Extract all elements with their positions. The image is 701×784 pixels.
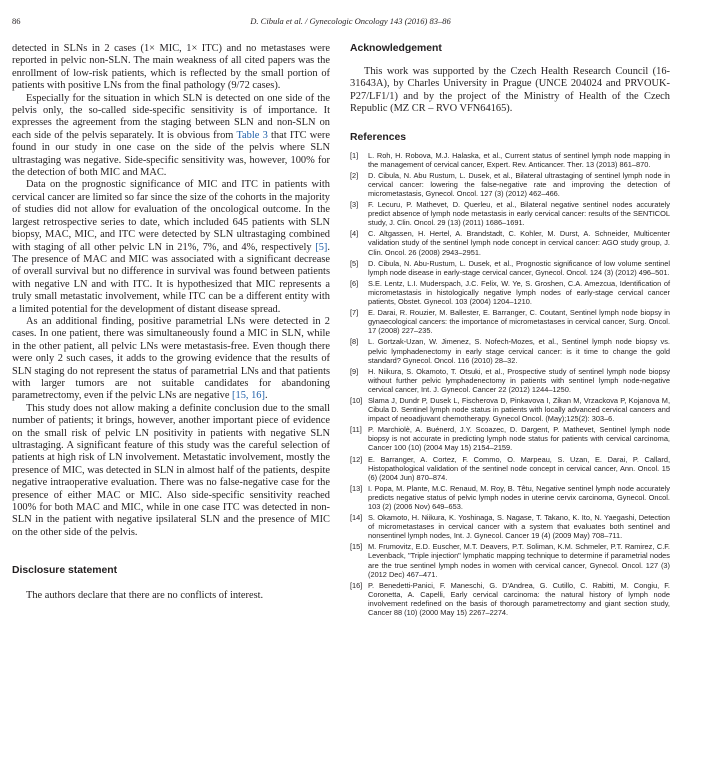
reference-item [350,200,670,227]
reference-number: [2] [350,170,359,180]
reference-item [350,308,670,335]
acknowledgement-text: This work was supported by the Czech Health Research Council (16-31643A), by Charles University in Prague (UNCE 204024 and PRVOUK-P27/LF1/1) and by the project of the Ministry of Health of the Czech Republic (MZ CR – RVO VFN64165). [350,66,670,115]
disclosure-heading: Disclosure statement [12,565,118,577]
reference-item [350,279,670,306]
reference-item [350,484,670,511]
page-number: 86 [12,16,21,26]
journal-running-head: D. Cibula et al. / Gynecologic Oncology 143 (2016) 83–86 [250,16,451,26]
citation-link-15-16[interactable]: [15, 16] [232,390,265,402]
reference-number: [9] [350,366,359,376]
reference-text: M. Frumovitz, E.D. Euscher, M.T. Deavers, P.T. Soliman, K.M. Schmeler, P.T. Ramirez, C.F. Levenback, "Triple injection" lymphatic mapping technique to determine if parametrial nodes are the true sentinel lymph nodes in women with cervical cancer, Gynecol. Oncol. 127 (3) (2012 Dec) 467–471. [368,542,670,579]
reference-text: D. Cibula, N. Abu-Rustum, L. Dusek, et al., Prognostic significance of low volume sentinel lymph node disease in early-stage cervical cancer, Gynecol. Oncol. 124 (3) (2012) 496–501. [368,258,670,277]
reference-number: [12] [350,454,363,464]
reference-item [350,513,670,540]
reference-number: [7] [350,308,359,318]
reference-text: Slama J, Dundr P, Dusek L, Fischerova D, Pinkavova I, Zikan M, Vrzackova P, Kojanova M, Cibula D. Sentinel lymph node status in patients with locally advanced cervical cancers and impact of neoadjuvant chemotherapy. Gynecol Oncol. (May);125(2): 303–6. [368,395,670,424]
reference-number: [1] [350,150,359,160]
reference-text: F. Lecuru, P. Mathevet, D. Querleu, et al., Bilateral negative sentinel nodes accurately predict absence of lymph node metastasis in early cervical cancer: results of the SENTICOL study, J. Clin. Oncol. 29 (13) (2011) 1686–1691. [368,200,670,228]
reference-item [350,171,670,198]
reference-number: [3] [350,200,359,210]
reference-text: E. Barranger, A. Cortez, F. Commo, O. Marpeau, S. Uzan, E. Darai, P. Callard, Histopathological validation of the sentinel node concept in cervical cancer, Ann. Oncol. 15 (6) (2004 Jun) 870–874. [368,454,670,482]
citation-link-5[interactable]: [5] [315,241,328,253]
acknowledgement-heading: Acknowledgement [350,43,442,54]
reference-text: E. Darai, R. Rouzier, M. Ballester, E. Barranger, C. Coutant, Sentinel lymph node biopsy in gynaecological cancers: the importance of micrometastases in cervical cancer, Surg. Oncol. 17 (2008) 227–235. [368,308,670,336]
reference-text: L. Roh, H. Robova, M.J. Halaska, et al., Current status of sentinel lymph node mapping in the management of cervical cancer, Expert. Rev. Anticancer. Ther. 13 (2013) 861–870. [368,150,670,169]
reference-item [350,455,670,482]
disclosure-text: The authors declare that there are no conflicts of interest. [26,590,264,602]
references-list [350,151,670,618]
reference-number: [15] [350,542,363,552]
reference-number: [13] [350,483,363,493]
references-heading: References [350,131,407,143]
reference-item [350,367,670,394]
reference-item [350,229,670,256]
reference-text: H. Niikura, S. Okamoto, T. Otsuki, et al., Prospective study of sentinel lymph node biopsy without further pelvic lymphadenectomy in patients with sentinel lymph node-negative cervical cancer, Int. J. Gynecol. Cancer 22 (2012) 1244–1250. [368,366,670,394]
reference-item [350,337,670,364]
reference-item [350,151,670,169]
body-paragraph-3: Data on the prognostic significance of MIC and ITC in patients with cervical cancer are limited so far since the size of the cohorts in the majority of studies did not allow for evaluation of the oncological outcome. In the largest retrospective series to date, which included 645 patients with SLN biopsy, MAC, MIC, and ITC were detected by SLN ultrastaging combined with staging of all other pelvic LN in 21%, 7%, and 4%, respectively [5]. The presence of MAC and MIC was associated with a significant decrease of overall survival but no difference in survival was found between patients with negative LN and with ITC. It is hypothesized that MIC represents a truly small metastatic involvement, while ITC can be a different entity with a limited potential for the development of distant disease spread. [12,179,330,315]
reference-number: [6] [350,278,359,288]
left-column [12,43,330,603]
table-3-link[interactable]: Table 3 [236,129,268,141]
reference-item [350,396,670,423]
reference-text: I. Popa, M. Plante, M.C. Renaud, M. Roy, B. Têtu, Negative sentinel lymph node accurately predicts negative status of pelvic lymph nodes in uterine cervix carcinoma, Gynecol. Oncol. 103 (2) (2006 Nov) 649–653. [368,483,670,511]
body-paragraph-2: Especially for the situation in which SLN is detected on one side of the pelvis only, the so-called side-specific sensitivity is of importance. It expresses the agreement from the staging between SLN and non-SLN on each side of the pelvis separately. It is obvious from Table 3 that ITC were found in our study in one case on the side of the pelvis where SLN ultrastaging was negative. Side-specific sensitivity was, however, 100% for the detection of both MIC and MAC. [12,92,330,179]
reference-number: [5] [350,258,359,268]
reference-number: [4] [350,229,359,239]
reference-item [350,259,670,277]
reference-number: [10] [350,395,363,405]
reference-number: [14] [350,513,363,523]
reference-text: C. Altgassen, H. Hertel, A. Brandstadt, C. Kohler, M. Durst, A. Schneider, Multicenter validation study of the sentinel lymph node concept in cervical cancer: AGO study group, J. Clin. Oncol. 26 (2008) 2943–2951. [368,229,670,257]
reference-number: [8] [350,337,359,347]
reference-item [350,425,670,452]
right-column [350,43,670,619]
body-paragraph-5: This study does not allow making a definite conclusion due to the small number of patients; it brings, however, another important piece of evidence on the small risk of pelvic LN positivity in patients with negative SLN ultrastaging. A significant feature of this study was the careful selection of patients at high risk of LN involvement. Metastatic involvement, mostly the presence of MIC, was detected in SLN in almost half of the patients, despite negative intraoperative evaluation. There was no false-negative case for the presence of either MAC or MIC. Also side-specific sensitivity reached 100% for both MAC and MIC, while in one case ITC was detected in non-SLN in the patient with negative ipsilateral SLN and the presence of MIC on the other side of the pelvis. [12,402,330,538]
reference-number: [16] [350,580,363,590]
reference-number: [11] [350,425,362,435]
reference-text: S. Okamoto, H. Niikura, K. Yoshinaga, S. Nagase, T. Takano, K. Ito, N. Yaegashi, Detection of micrometastases in cervical cancer with a system that evaluates both sentinel and nonsentinel lymph nodes, Int. J. Gynecol. Cancer 19 (4) (2009 May) 708–711. [368,513,670,541]
page-header [12,16,689,30]
reference-text: L. Gortzak-Uzan, W. Jimenez, S. Nofech-Mozes, et al., Sentinel lymph node biopsy vs. pelvic lymphadenectomy in early stage cervical cancer: is it time to change the gold standard? Gynecol. Oncol. 116 (2010) 28–32. [368,337,670,365]
reference-text: S.E. Lentz, L.I. Muderspach, J.C. Felix, W. Ye, S. Groshen, C.A. Amezcua, Identification of micrometastasis in histologically negative lymph nodes of early-stage cervical cancer patients, Obstet. Gynecol. 103 (2004) 1204–1210. [368,278,670,307]
reference-item [350,581,670,617]
body-paragraph-4: As an additional finding, positive parametrial LNs were detected in 2 cases. In one patient, there was simultaneously found a MIC in SLN, while in the other patient, all pelvic LNs were metastasis-free. Even though there were only 2 such cases, it adds to the growing evidence that the results of SLN staging do not represent the status of parametrial LNs and that patients with larger tumors are not suitable candidates for abandoning parametrectomy, even if the pelvic LNs are negative [15, 16]. [12,315,330,402]
body-paragraph-1: detected in SLNs in 2 cases (1× MIC, 1× ITC) and no metastases were reported in pelvic non-SLN. The main weakness of all cited papers was the enrollment of low-risk patients, which is reflected by the small portion of patients with positive LNs from the final pathology (9/72 cases). [12,43,330,92]
reference-text: P. Marchiolè, A. Buénerd, J.Y. Scoazec, D. Dargent, P. Mathevet, Sentinel lymph node biopsy is not accurate in predicting lymph node status for patients with cervical carcinoma, Cancer 100 (10) (2004 May 15) 2154–2159. [368,425,670,453]
reference-text: P. Benedetti-Panici, F. Maneschi, G. D'Andrea, G. Cutillo, C. Rabitti, M. Congiu, F. Coronetta, A. Capelli, Early cervical carcinoma: the natural history of lymph node involvement redefined on the basis of thorough parametrectomy and giant section study, Cancer 88 (10) (2000 May 15) 2267–2274. [368,580,670,618]
reference-text: D. Cibula, N. Abu Rustum, L. Dusek, et al., Bilateral ultrastaging of sentinel lymph node in cervical cancer: lowering the false-negative rate and improving the detection of micrometastasis, Gynecol. Oncol. 127 (3) (2012) 462–466. [368,170,670,198]
reference-item [350,542,670,578]
